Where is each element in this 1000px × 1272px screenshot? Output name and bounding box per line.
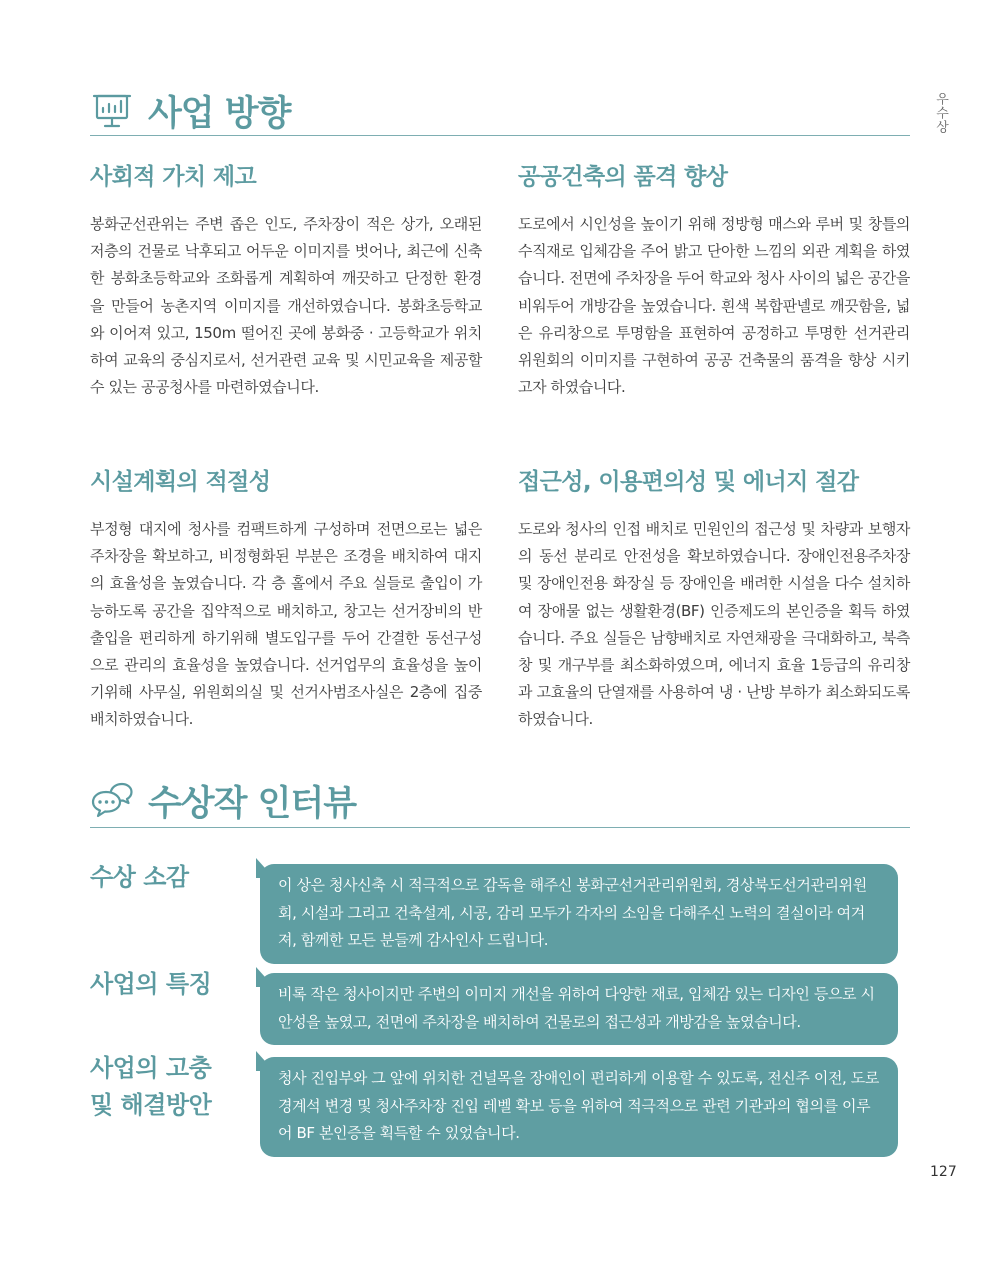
speech-bubbles-icon bbox=[90, 779, 134, 823]
block-facility-plan bbox=[90, 463, 482, 734]
block-body: 부정형 대지에 청사를 컴팩트하게 구성하며 전면으로는 넓은 주차장을 확보하고, 비정형화된 부분은 조경을 배치하여 대지의 효율성을 높였습니다. 각 층 홀에서 주요 실들로 출입이 가능하도록 공간을 집약적으로 배치하고, 창고는 선거장비의 반출입을 편리하게 하기위해 별도입구를 두어 간결한 동선구성으로 관리의 효율성을 높였습니다. 선거업무의 효율성을 높이기위해 사무실, 위원회의실 및 선거사범조사실은 2층에 집중 배치하였습니다. bbox=[90, 520, 482, 729]
block-public-architecture bbox=[518, 158, 910, 401]
block-accessibility-energy bbox=[518, 463, 910, 734]
interview-label-acceptance-speech: 수상 소감 bbox=[90, 863, 189, 891]
presentation-board-icon bbox=[90, 89, 134, 133]
section-header-interview bbox=[90, 776, 910, 826]
block-body: 도로와 청사의 인접 배치로 민원인의 접근성 및 차량과 보행자의 동선 분리로 안전성을 확보하였습니다. 장애인전용주차장 및 장애인전용 화장실 등 장애인을 배려한 시설을 다수 설치하여 장애물 없는 생활환경(BF) 인증제도의 본인증을 획득 하였습니다. 주요 실들은 남향배치로 자연채광을 극대화하고, 북측 창 및 개구부를 최소화하였으며, 에너지 효율 1등급의 유리창과 고효율의 단열재를 사용하여 냉 · 난방 부하가 최소화되도록 하였습니다. bbox=[518, 520, 910, 729]
block-social-value bbox=[90, 158, 482, 401]
section-divider bbox=[90, 827, 910, 828]
interview-label-difficulties-solutions: 사업의 고충 및 해결방안 bbox=[90, 1054, 212, 1119]
interview-answer-text: 청사 진입부와 그 앞에 위치한 건널목을 장애인이 편리하게 이용할 수 있도록, 전신주 이전, 도로경계석 변경 및 청사주차장 진입 레벨 확보 등을 위하여 적극적으로 관련 기관과의 협의를 이루어 BF 본인증을 획득할 수 있었습니다. bbox=[278, 1069, 879, 1142]
interview-answer-bubble bbox=[260, 973, 898, 1045]
page-number: 127 bbox=[930, 1164, 957, 1180]
block-body: 봉화군선관위는 주변 좁은 인도, 주차장이 적은 상가, 오래된 저층의 건물로 낙후되고 어두운 이미지를 벗어나, 최근에 신축한 봉화초등학교와 조화롭게 계획하여 깨끗하고 단정한 환경을 만들어 농촌지역 이미지를 개선하였습니다. 봉화초등학교와 이어져 있고, 150m 떨어진 곳에 봉화중 · 고등학교가 위치하여 교육의 중심지로서, 선거관련 교육 및 시민교육을 제공할 수 있는 공공청사를 마련하였습니다. bbox=[90, 215, 482, 397]
section-title: 사업 방향 bbox=[148, 94, 291, 134]
block-heading: 사회적 가치 제고 bbox=[90, 164, 257, 190]
interview-answer-text: 이 상은 청사신축 시 적극적으로 감독을 해주신 봉화군선거관리위원회, 경상북도선거관리위원회, 시설과 그리고 건축설계, 시공, 감리 모두가 각자의 소임을 다해주신 노력의 결실이라 여겨져, 함께한 모든 분들께 감사인사 드립니다. bbox=[278, 876, 867, 949]
section-title: 수상작 인터뷰 bbox=[148, 784, 357, 824]
block-body: 도로에서 시인성을 높이기 위해 정방형 매스와 루버 및 창틀의 수직재로 입체감을 주어 밝고 단아한 느낌의 외관 계획을 하였습니다. 전면에 주차장을 두어 학교와 청사 사이의 넓은 공간을 비워두어 개방감을 높였습니다. 흰색 복합판넬로 깨끗함을, 넓은 유리창으로 투명함을 표현하여 공정하고 투명한 선거관리위원회의 이미지를 구현하여 공공 건축물의 품격을 향상 시키고자 하였습니다. bbox=[518, 215, 910, 397]
interview-answer-text: 비록 작은 청사이지만 주변의 이미지 개선을 위하여 다양한 재료, 입체감 있는 디자인 등으로 시안성을 높였고, 전면에 주차장을 배치하여 건물로의 접근성과 개방감을 높였습니다. bbox=[278, 985, 875, 1031]
interview-answer-bubble bbox=[260, 864, 898, 964]
block-heading: 시설계획의 적절성 bbox=[90, 469, 271, 495]
section-divider bbox=[90, 135, 910, 136]
block-heading: 접근성, 이용편의성 및 에너지 절감 bbox=[518, 469, 859, 495]
side-category-tag: 우수상 bbox=[933, 92, 948, 134]
block-heading: 공공건축의 품격 향상 bbox=[518, 164, 728, 190]
interview-answer-bubble bbox=[260, 1057, 898, 1157]
section-header-business-direction bbox=[90, 86, 910, 136]
interview-label-project-features: 사업의 특징 bbox=[90, 970, 212, 998]
